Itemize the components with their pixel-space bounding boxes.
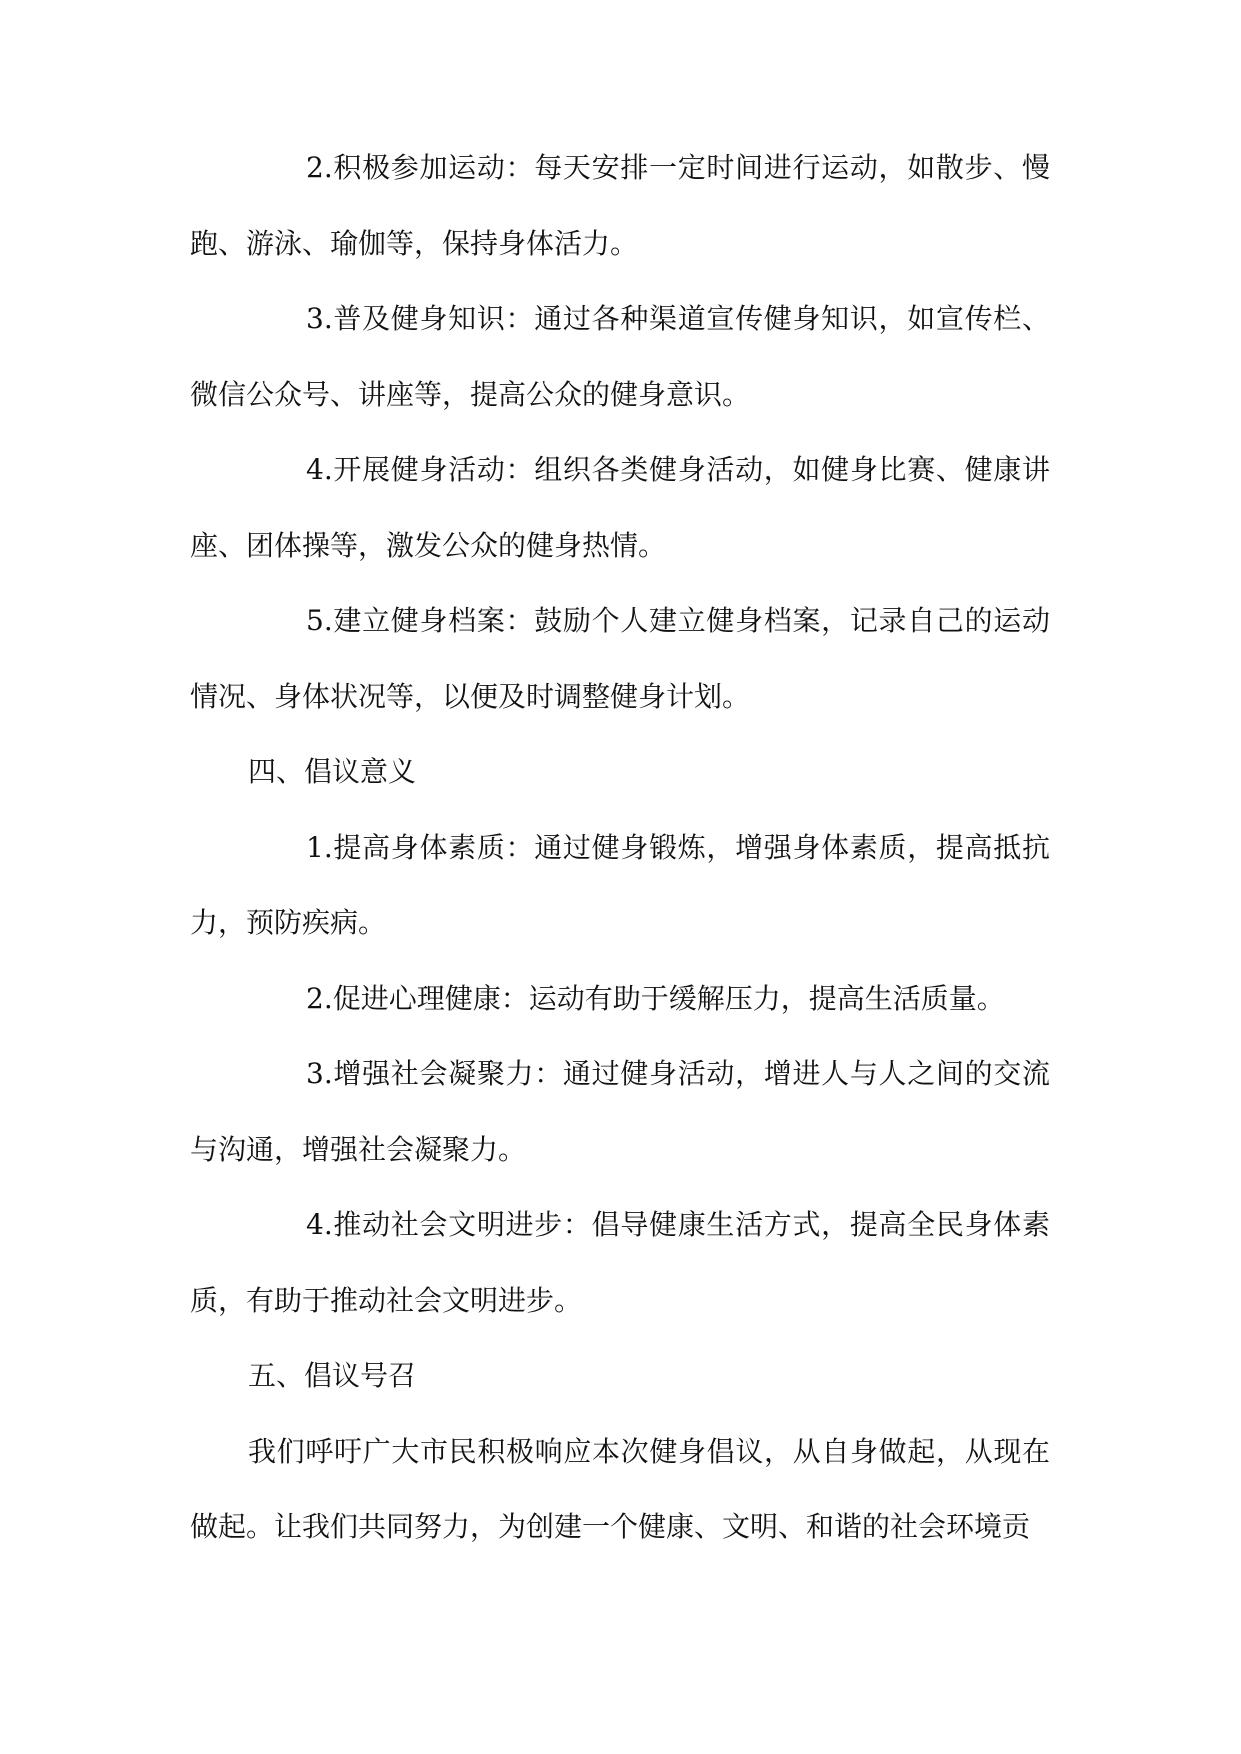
list-item bbox=[190, 961, 1050, 1037]
list-item bbox=[190, 432, 1050, 583]
list-item-number: 4. bbox=[306, 453, 333, 486]
list-item-text: 积极参加运动：每天安排一定时间进行运动，如散步、慢跑、游泳、瑜伽等，保持身体活力。 bbox=[190, 151, 1050, 260]
list-item bbox=[190, 810, 1050, 961]
list-item-text: 提高身体素质：通过健身锻炼，增强身体素质，提高抵抗力，预防疾病。 bbox=[190, 830, 1050, 939]
list-item-text: 建立健身档案：鼓励个人建立健身档案，记录自己的运动情况、身体状况等，以便及时调整健身计划。 bbox=[190, 604, 1050, 713]
document-body bbox=[190, 130, 1050, 1565]
list-item-text: 增强社会凝聚力：通过健身活动，增进人与人之间的交流与沟通，增强社会凝聚力。 bbox=[190, 1057, 1050, 1166]
list-item-number: 2. bbox=[306, 981, 333, 1015]
list-item-number: 5. bbox=[306, 604, 333, 637]
list-item-text: 普及健身知识：通过各种渠道宣传健身知识，如宣传栏、微信公众号、讲座等，提高公众的健身意识。 bbox=[190, 302, 1050, 411]
list-item-text: 促进心理健康：运动有助于缓解压力，提高生活质量。 bbox=[332, 981, 1005, 1015]
list-item bbox=[190, 130, 1050, 281]
section-heading: 四、倡议意义 bbox=[248, 755, 417, 788]
list-item bbox=[190, 1036, 1050, 1187]
section-heading: 五、倡议号召 bbox=[248, 1359, 417, 1392]
list-item-text: 推动社会文明进步：倡导健康生活方式，提高全民身体素质，有助于推动社会文明进步。 bbox=[190, 1208, 1050, 1317]
list-item-number: 3. bbox=[306, 1057, 333, 1090]
list-item bbox=[190, 583, 1050, 734]
body-paragraph: 我们呼吁广大市民积极响应本次健身倡议，从自身做起，从现在做起。让我们共同努力，为创建一个健康、文明、和谐的社会环境贡 bbox=[190, 1434, 1050, 1543]
list-item-number: 3. bbox=[306, 302, 333, 335]
list-item-number: 4. bbox=[306, 1208, 333, 1241]
list-item bbox=[190, 281, 1050, 432]
list-item-text: 开展健身活动：组织各类健身活动，如健身比赛、健康讲座、团体操等，激发公众的健身热情。 bbox=[190, 453, 1050, 562]
list-item bbox=[190, 1187, 1050, 1338]
list-item-number: 2. bbox=[306, 151, 333, 184]
list-item-number: 1. bbox=[306, 830, 333, 864]
